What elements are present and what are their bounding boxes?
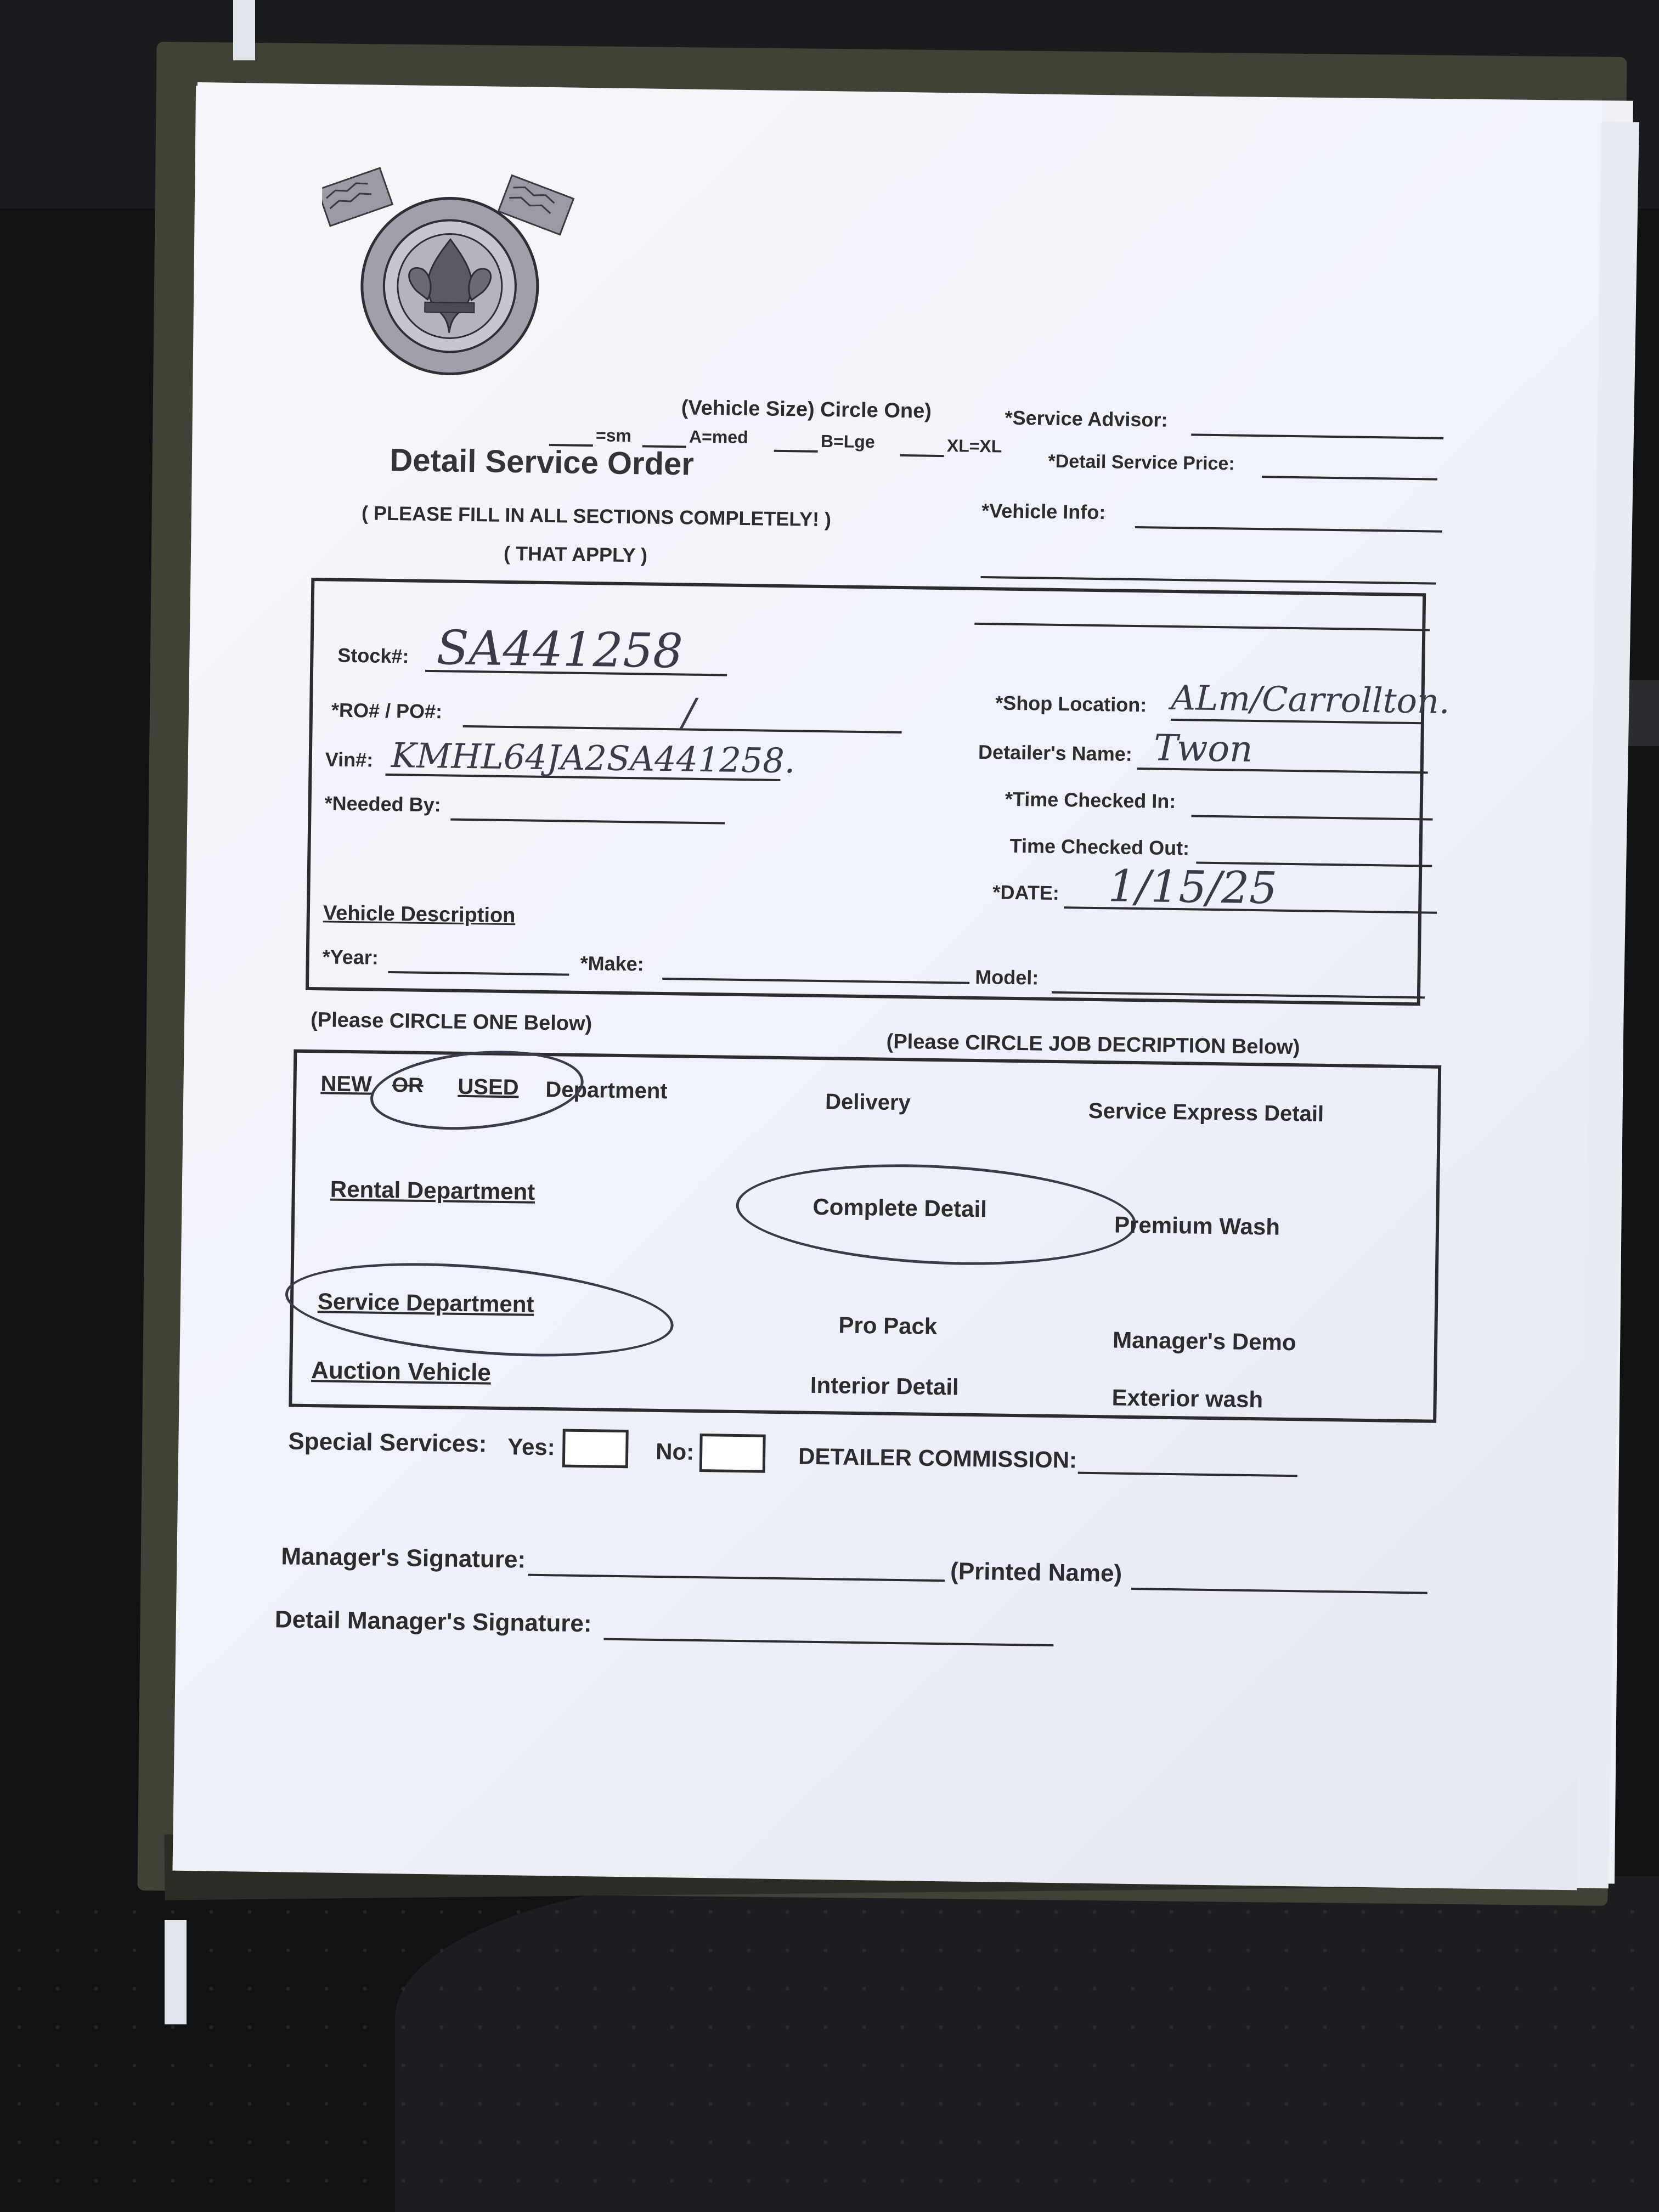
- manager-signature-label: Manager's Signature:: [281, 1543, 526, 1573]
- service-advisor-field[interactable]: [1191, 433, 1443, 439]
- job-exterior-wash[interactable]: Exterior wash: [1111, 1384, 1263, 1413]
- size-xl-label: XL=XL: [946, 436, 1002, 456]
- vehicle-size-title: (Vehicle Size) Circle One): [681, 396, 932, 423]
- circle-one-note: (Please CIRCLE ONE Below): [310, 1008, 592, 1036]
- vehicle-description-heading: Vehicle Description: [323, 901, 516, 928]
- vehicle-info-field-2[interactable]: [981, 576, 1436, 585]
- department-used[interactable]: USED: [458, 1074, 519, 1100]
- folder-hanger-bottom: [165, 1920, 187, 2024]
- time-checked-out-label: Time Checked Out:: [1009, 834, 1190, 860]
- vehicle-info-label: *Vehicle Info:: [981, 499, 1106, 524]
- model-label: Model:: [975, 965, 1039, 989]
- special-services-yes-checkbox[interactable]: [562, 1429, 629, 1469]
- size-lg-blank[interactable]: [774, 450, 818, 453]
- circle-job-note: (Please CIRCLE JOB DECRIPTION Below): [886, 1030, 1300, 1059]
- job-premium-wash[interactable]: Premium Wash: [1114, 1211, 1280, 1240]
- detail-manager-signature-field[interactable]: [603, 1638, 1053, 1646]
- job-service-express-detail[interactable]: Service Express Detail: [1088, 1098, 1324, 1126]
- form-title: Detail Service Order: [389, 442, 695, 482]
- year-label: *Year:: [322, 945, 379, 969]
- department-auction[interactable]: Auction Vehicle: [311, 1357, 492, 1386]
- victory-shine-logo-icon: [320, 166, 580, 379]
- no-label: No:: [655, 1438, 695, 1465]
- detailer-commission-field[interactable]: [1078, 1472, 1297, 1477]
- job-managers-demo[interactable]: Manager's Demo: [1112, 1327, 1296, 1356]
- job-pro-pack[interactable]: Pro Pack: [838, 1312, 938, 1340]
- size-med-label: A=med: [689, 426, 748, 448]
- vin-handwriting: KMHL64JA2SA441258.: [391, 735, 796, 781]
- stock-handwriting: SA441258: [436, 620, 684, 679]
- manager-signature-field[interactable]: [528, 1574, 945, 1582]
- shop-location-handwriting: ALm/Carrollton.: [1171, 677, 1451, 721]
- job-interior-detail[interactable]: Interior Detail: [810, 1372, 959, 1400]
- needed-by-label: *Needed By:: [324, 792, 442, 816]
- seat-fabric-texture: [0, 1893, 1659, 2200]
- vehicle-info-field-1[interactable]: [1135, 526, 1442, 533]
- time-checked-in-label: *Time Checked In:: [1005, 787, 1176, 813]
- detailer-commission-label: DETAILER COMMISSION:: [798, 1443, 1077, 1473]
- make-label: *Make:: [580, 951, 644, 975]
- job-delivery[interactable]: Delivery: [825, 1090, 911, 1115]
- department-rental[interactable]: Rental Department: [330, 1176, 535, 1205]
- printed-name-field[interactable]: [1131, 1588, 1427, 1594]
- detail-manager-signature-label: Detail Manager's Signature:: [274, 1606, 592, 1638]
- vin-label: Vin#:: [325, 748, 374, 771]
- ro-po-handwriting: /: [682, 690, 696, 735]
- printed-name-label: (Printed Name): [950, 1558, 1122, 1587]
- shop-location-label: *Shop Location:: [995, 691, 1147, 716]
- date-handwriting: 1/15/25: [1108, 860, 1278, 914]
- special-services-label: Special Services:: [288, 1427, 487, 1458]
- detail-service-order-form: [172, 82, 1601, 1890]
- yes-label: Yes:: [507, 1434, 556, 1460]
- fill-note: ( PLEASE FILL IN ALL SECTIONS COMPLETELY! ): [361, 501, 832, 531]
- size-lg-label: B=Lge: [820, 431, 875, 452]
- stock-label: Stock#:: [337, 644, 409, 668]
- size-sm-label: =sm: [595, 425, 632, 446]
- folder-hanger-top: [233, 0, 255, 60]
- detail-price-field[interactable]: [1262, 476, 1437, 480]
- date-label: *DATE:: [992, 881, 1060, 905]
- special-services-no-checkbox[interactable]: [699, 1434, 766, 1473]
- job-complete-detail[interactable]: Complete Detail: [812, 1193, 988, 1222]
- detail-price-label: *Detail Service Price:: [1048, 450, 1235, 475]
- department-or: OR: [392, 1074, 424, 1097]
- size-xl-blank[interactable]: [900, 454, 944, 457]
- service-advisor-label: *Service Advisor:: [1005, 406, 1168, 431]
- detailer-name-handwriting: Twon: [1153, 726, 1254, 770]
- ro-po-label: *RO# / PO#:: [331, 698, 443, 723]
- detailer-name-label: Detailer's Name:: [978, 740, 1133, 765]
- department-service[interactable]: Service Department: [317, 1288, 534, 1317]
- department-new[interactable]: NEW: [320, 1071, 373, 1097]
- department-word: Department: [545, 1077, 668, 1104]
- that-apply-note: ( THAT APPLY ): [503, 541, 648, 567]
